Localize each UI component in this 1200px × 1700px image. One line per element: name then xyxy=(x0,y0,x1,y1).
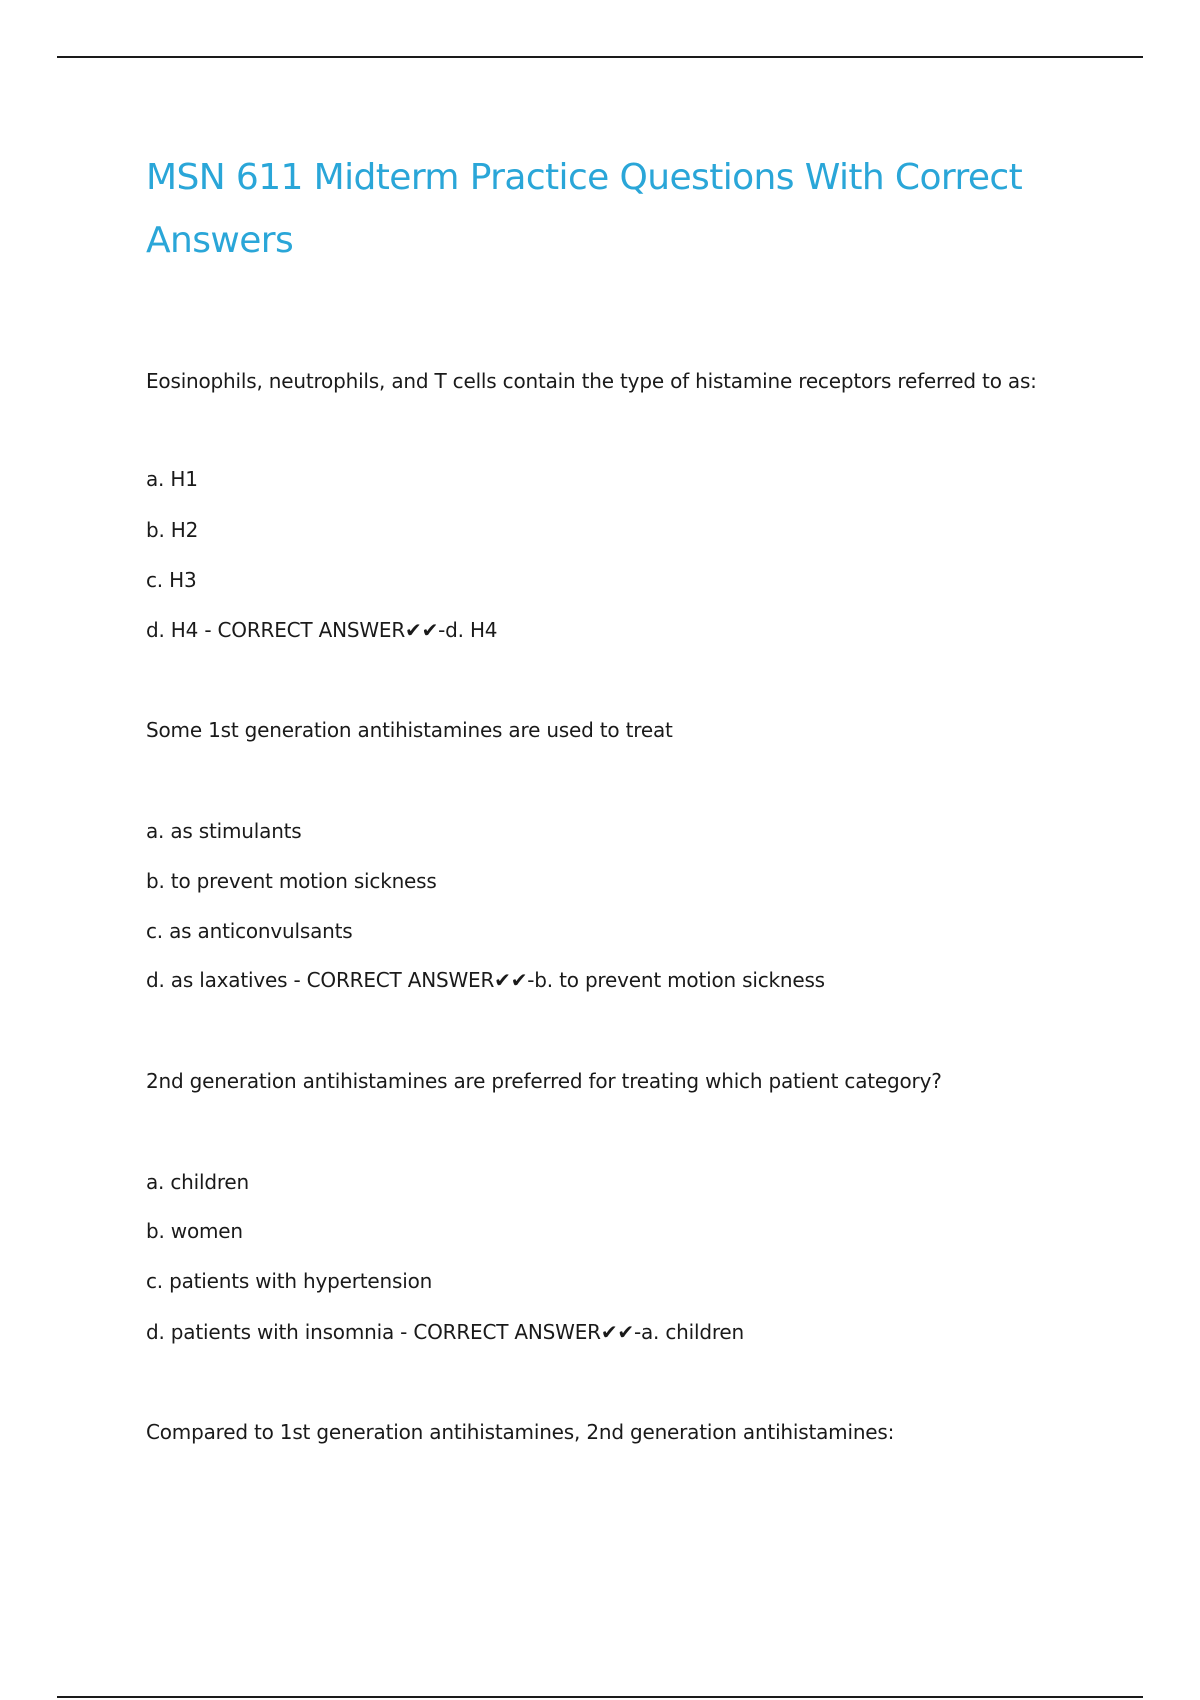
document-title: MSN 611 Midterm Practice Questions With Correct Answers xyxy=(146,157,1023,261)
footer-rule xyxy=(57,1696,1143,1698)
question-2-option-a: a. as stimulants xyxy=(146,819,302,843)
question-1-prompt: Eosinophils, neutrophils, and T cells contain the type of histamine receptors referred to as: xyxy=(146,369,1037,393)
question-2-prompt: Some 1st generation antihistamines are used to treat xyxy=(146,718,673,742)
question-2-option-d-answer: d. as laxatives - CORRECT ANSWER✔✔-b. to prevent motion sickness xyxy=(146,968,825,992)
question-3-option-a: a. children xyxy=(146,1170,250,1194)
question-3-option-b: b. women xyxy=(146,1219,243,1243)
header-rule xyxy=(57,56,1143,58)
question-3-option-d-answer: d. patients with insomnia - CORRECT ANSWER✔✔-a. children xyxy=(146,1320,745,1344)
question-3-option-c: c. patients with hypertension xyxy=(146,1269,433,1293)
question-2-option-b: b. to prevent motion sickness xyxy=(146,869,437,893)
question-1-option-d-answer: d. H4 - CORRECT ANSWER✔✔-d. H4 xyxy=(146,618,498,642)
question-4-prompt: Compared to 1st generation antihistamines, 2nd generation antihistamines: xyxy=(146,1420,895,1444)
question-2-option-c: c. as anticonvulsants xyxy=(146,919,353,943)
question-3-prompt: 2nd generation antihistamines are preferred for treating which patient category? xyxy=(146,1069,942,1093)
question-1-option-c: c. H3 xyxy=(146,568,197,592)
question-1-option-b: b. H2 xyxy=(146,518,199,542)
question-1-option-a: a. H1 xyxy=(146,467,198,491)
